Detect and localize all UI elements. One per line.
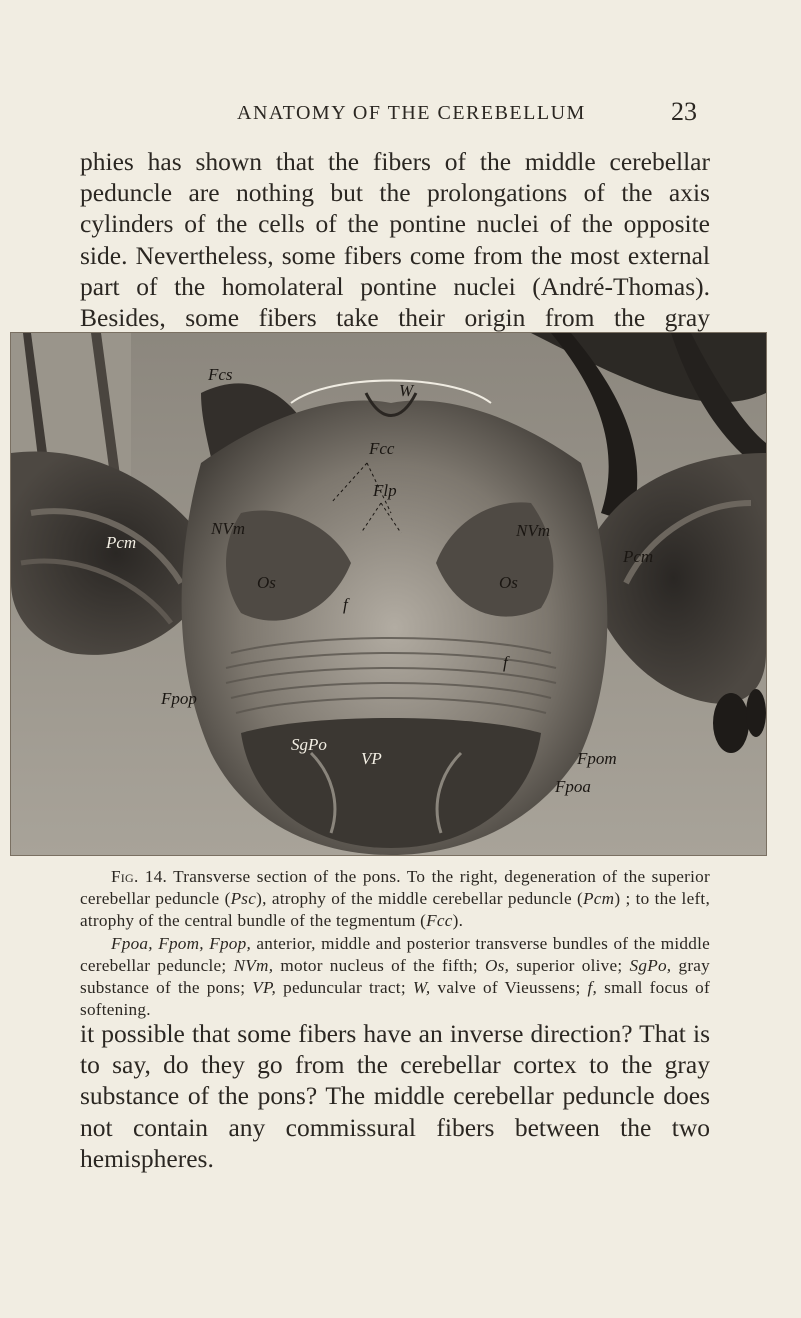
label-os-right: Os [499,573,518,592]
legend-term: f, [587,978,598,998]
label-fcs: Fcs [208,365,233,384]
running-head [237,97,697,130]
caption-abbr: Fcc [426,911,453,931]
legend-text: small focus of softening. [80,978,710,1020]
legend-text: valve of Vieussens; [430,978,588,998]
legend-term: Fpoa, Fpom, Fpop, [111,933,252,953]
pons-section-illustration [11,333,766,855]
label-fpop: Fpop [161,689,197,708]
legend-term: SgPo, [629,955,672,975]
legend-term: Os, [485,955,510,975]
caption-abbr: Pcm [583,889,615,909]
caption-text: ), atrophy of the middle cerebellar peduncle ( [256,889,584,909]
label-sgpo: SgPo [291,735,327,754]
label-f-left: f [343,595,348,614]
label-fpom: Fpom [577,749,617,768]
running-title: ANATOMY OF THE CEREBELLUM [237,102,586,124]
caption-paragraph [80,866,710,933]
label-fcc: Fcc [369,439,395,458]
label-nvm-right: NVm [516,521,550,540]
label-pcm-left: Pcm [106,533,137,552]
caption-abbr: Psc [230,889,257,909]
page-number: 23 [671,97,697,126]
body-paragraph-bottom [80,1018,710,1174]
caption-text: Transverse section of the pons. To the right, degeneration of the superior cerebellar peduncle ( [80,867,710,909]
label-vp: VP [361,749,382,768]
pons-section-figure [10,332,767,856]
legend-term: VP, [252,978,277,998]
paragraph-text: phies has shown that the fibers of the middle cerebellar peduncle are nothing but the prolongations of the axis cylinders of the cells of the pontine nuclei of the opposite side. Nevertheless, some fibers come from the most external part of the homolateral pontine nuclei (André-Thomas). Besides, some fibers take their origin from the gray [80,147,710,333]
legend-text: gray substance of the pons; [80,955,711,998]
legend-text: motor nucleus of the fifth; [273,955,485,975]
caption-text: ). [452,911,464,931]
caption-text: ) ; to the left, atrophy of the central bundle of the tegmentum ( [80,889,710,931]
label-os-left: Os [257,573,276,592]
figure-number: Fig. 14. [111,867,168,886]
paragraph-text: it possible that some fibers have an inverse direction? That is to say, do they go from the cerebellar cortex to the gray substance of the pons? The middle cerebellar peduncle does not contain any commissural fibers between the two hemispheres. [80,1019,710,1173]
legend-text: superior olive; [509,955,630,975]
label-nvm-left: NVm [211,519,245,538]
legend-term: W, [412,978,431,998]
label-w: W [399,381,414,400]
legend-term: NVm, [233,955,274,975]
legend-text: anterior, middle and posterior transverse bundles of the middle cerebellar peduncle; [80,933,710,975]
label-pcm-right: Pcm [623,547,654,566]
label-f-right: f [503,653,508,672]
figure-caption [80,866,710,1021]
label-fpoa: Fpoa [555,777,591,796]
legend-text: peduncular tract; [276,978,413,998]
caption-legend [80,933,710,1022]
label-flp: Flp [373,481,397,500]
